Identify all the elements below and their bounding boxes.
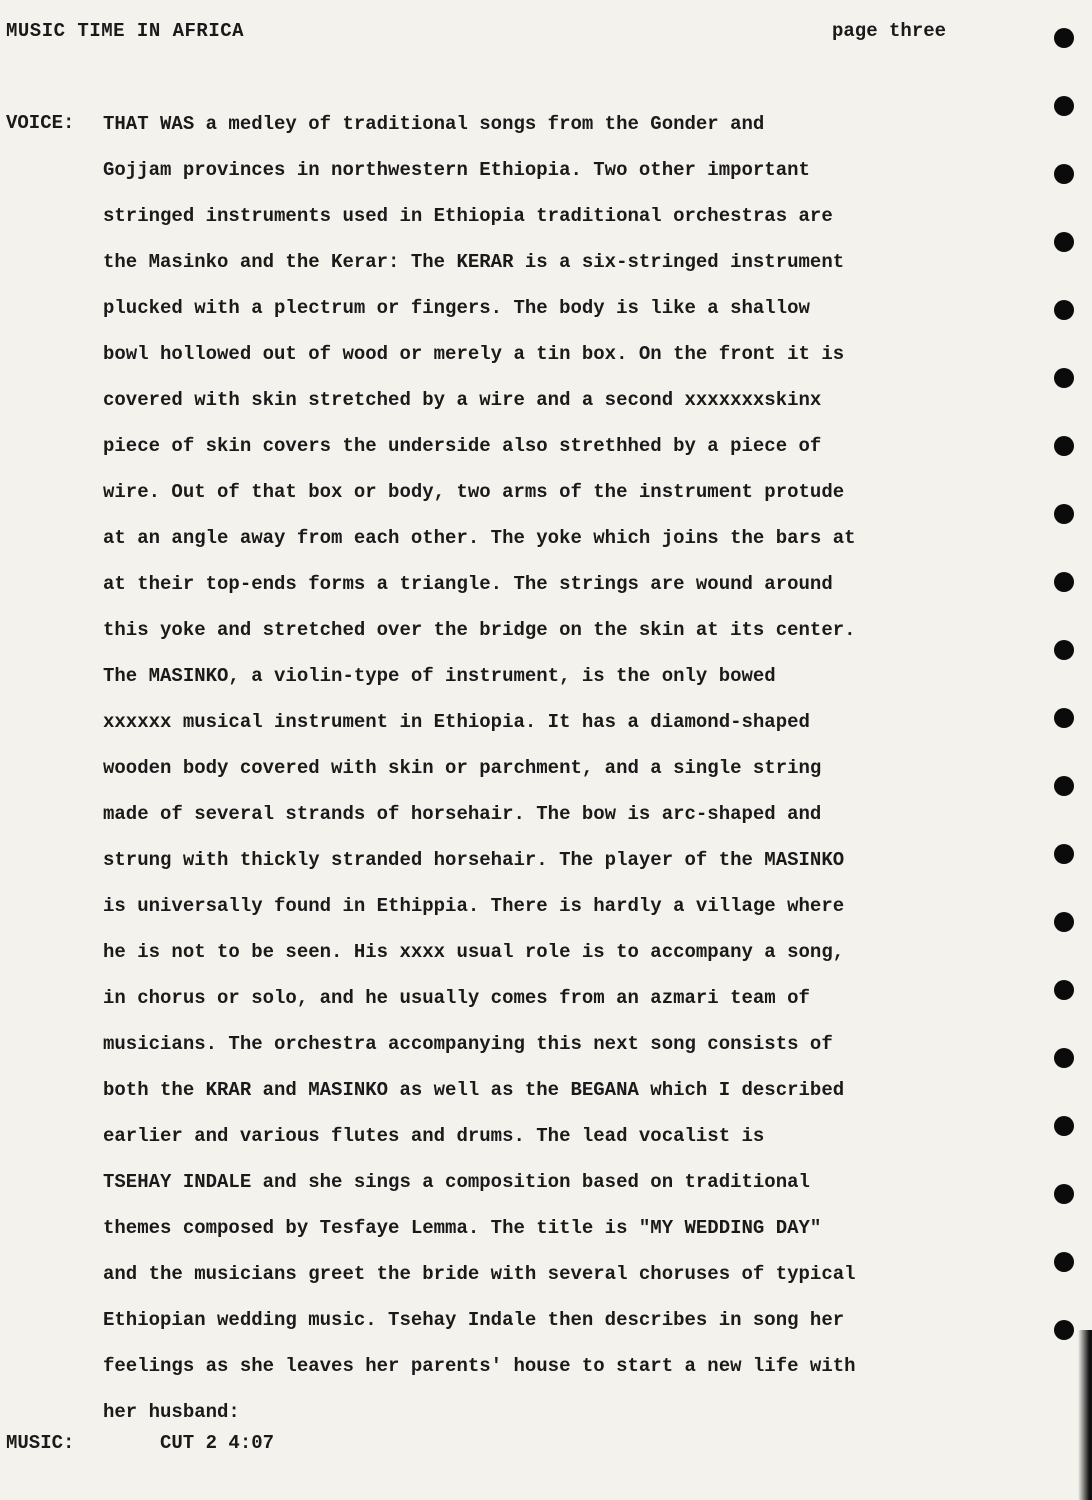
punch-hole-decoration xyxy=(1054,708,1074,728)
document-title: MUSIC TIME IN AFRICA xyxy=(6,20,245,42)
script-line: TSEHAY INDALE and she sings a composition based on traditional xyxy=(103,1171,810,1193)
punch-hole-decoration xyxy=(1054,640,1074,660)
script-line: in chorus or solo, and he usually comes from an azmari team of xyxy=(103,987,810,1009)
script-line: both the KRAR and MASINKO as well as the BEGANA which I described xyxy=(103,1079,845,1101)
punch-hole-decoration xyxy=(1054,912,1074,932)
script-line: the Masinko and the Kerar: The KERAR is a six-stringed instrument xyxy=(103,251,845,273)
punch-hole-decoration xyxy=(1054,300,1074,320)
script-line: wooden body covered with skin or parchment, and a single string xyxy=(103,757,822,779)
script-line: musicians. The orchestra accompanying this next song consists of xyxy=(103,1033,833,1055)
script-line: covered with skin stretched by a wire and a second xxxxxxxskinx xyxy=(103,389,822,411)
voice-script xyxy=(103,104,1023,1438)
script-line: earlier and various flutes and drums. The lead vocalist is xyxy=(103,1125,765,1147)
script-line: plucked with a plectrum or fingers. The body is like a shallow xyxy=(103,297,810,319)
page-number: page three xyxy=(832,20,947,42)
punch-hole-decoration xyxy=(1054,368,1074,388)
punch-hole-decoration xyxy=(1054,28,1074,48)
punch-hole-decoration xyxy=(1054,1184,1074,1204)
script-line: at their top-ends forms a triangle. The strings are wound around xyxy=(103,573,833,595)
punch-hole-decoration xyxy=(1054,504,1074,524)
punch-hole-decoration xyxy=(1054,1116,1074,1136)
script-line: stringed instruments used in Ethiopia traditional orchestras are xyxy=(103,205,833,227)
script-line: The MASINKO, a violin-type of instrument, is the only bowed xyxy=(103,665,776,687)
punch-hole-decoration xyxy=(1054,572,1074,592)
punch-hole-decoration xyxy=(1054,436,1074,456)
script-line: this yoke and stretched over the bridge on the skin at its center. xyxy=(103,619,856,641)
punch-hole-decoration xyxy=(1054,164,1074,184)
script-line: xxxxxx musical instrument in Ethiopia. It has a diamond-shaped xyxy=(103,711,810,733)
music-label: MUSIC: xyxy=(6,1432,75,1454)
script-line: at an angle away from each other. The yoke which joins the bars at xyxy=(103,527,856,549)
punch-hole-decoration xyxy=(1054,1048,1074,1068)
script-line: feelings as she leaves her parents' house to start a new life with xyxy=(103,1355,856,1377)
punch-hole-decoration xyxy=(1054,232,1074,252)
script-line: her husband: xyxy=(103,1401,240,1423)
torn-edge-shadow xyxy=(1078,1330,1092,1500)
punch-hole-decoration xyxy=(1054,1320,1074,1340)
script-line: strung with thickly stranded horsehair. The player of the MASINKO xyxy=(103,849,845,871)
script-line: themes composed by Tesfaye Lemma. The title is "MY WEDDING DAY" xyxy=(103,1217,822,1239)
script-line: piece of skin covers the underside also strethhed by a piece of xyxy=(103,435,822,457)
script-line: Gojjam provinces in northwestern Ethiopia. Two other important xyxy=(103,159,810,181)
punch-hole-decoration xyxy=(1054,1252,1074,1272)
script-line: and the musicians greet the bride with several choruses of typical xyxy=(103,1263,856,1285)
script-line: is universally found in Ethippia. There is hardly a village where xyxy=(103,895,845,917)
music-cut: CUT 2 4:07 xyxy=(160,1432,275,1454)
script-line: he is not to be seen. His xxxx usual role is to accompany a song, xyxy=(103,941,845,963)
punch-hole-decoration xyxy=(1054,980,1074,1000)
voice-label: VOICE: xyxy=(6,112,75,134)
script-line: wire. Out of that box or body, two arms of the instrument protude xyxy=(103,481,845,503)
punch-hole-decoration xyxy=(1054,96,1074,116)
punch-hole-decoration xyxy=(1054,844,1074,864)
script-line: Ethiopian wedding music. Tsehay Indale then describes in song her xyxy=(103,1309,845,1331)
script-line: THAT WAS a medley of traditional songs from the Gonder and xyxy=(103,113,765,135)
punch-hole-decoration xyxy=(1054,776,1074,796)
script-line: made of several strands of horsehair. The bow is arc-shaped and xyxy=(103,803,822,825)
script-line: bowl hollowed out of wood or merely a tin box. On the front it is xyxy=(103,343,845,365)
